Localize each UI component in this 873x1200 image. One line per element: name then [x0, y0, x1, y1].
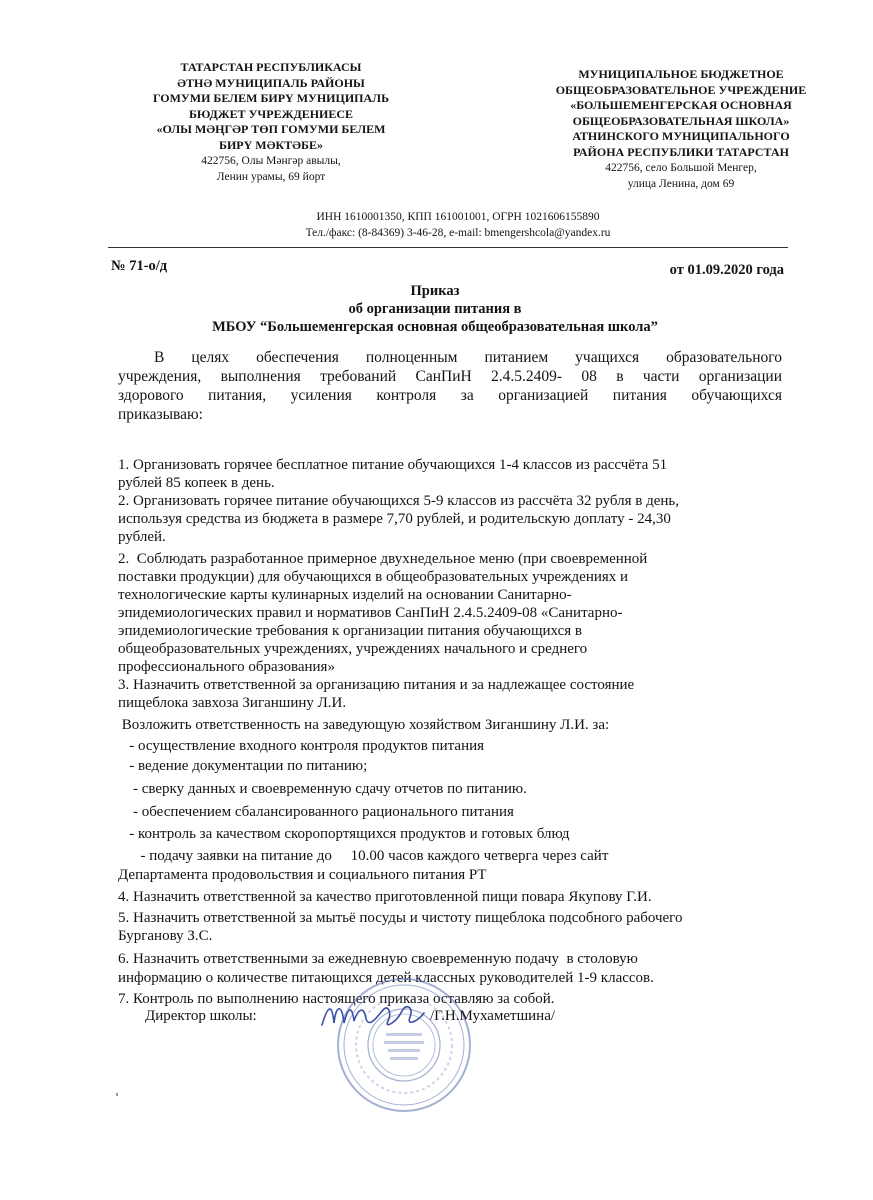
header-divider	[108, 247, 788, 248]
header-right-line: МУНИЦИПАЛЬНОЕ БЮДЖЕТНОЕ	[578, 67, 784, 81]
director-signature	[318, 995, 428, 1035]
body-line: эпидемиологические требования к организации питания обучающихся в	[118, 623, 582, 639]
body-line: эпидемиологических правил и нормативов СанПиН 2.4.5.2409-08 «Санитарно-	[118, 605, 623, 621]
body-line: - ведение документации по питанию;	[118, 758, 368, 774]
body-line: - сверку данных и своевременную сдачу отчетов по питанию.	[118, 781, 527, 797]
intro-line: приказываю:	[118, 406, 203, 423]
body-line: 2. Соблюдать разработанное примерное двухнедельное меню (при своевременной	[118, 551, 648, 567]
header-left-line: ГОМУМИ БЕЛЕМ БИРҮ МУНИЦИПАЛЬ	[152, 91, 390, 105]
requisites-line: ИНН 1610001350, КПП 161001001, ОГРН 1021606155890	[316, 211, 600, 223]
body-line: общеобразовательных учреждениях, учреждениях начального и среднего	[118, 641, 588, 657]
body-line: профессионального образования»	[118, 659, 335, 675]
header-right-address: 422756, село Большой Менгер,	[605, 162, 757, 174]
body-line: пищеблока завхоза Зиганшину Л.И.	[118, 695, 347, 711]
header-left-block	[110, 60, 432, 185]
body-line: 2. Организовать горячее питание обучающихся 5-9 классов из рассчёта 32 рубля в день,	[118, 493, 679, 509]
body-line: 7. Контроль по выполнению настоящего приказа оставляю за собой.	[118, 991, 555, 1007]
header-left-line: «ОЛЫ МӘҢГӘР ТӨП ГОМУМИ БЕЛЕМ	[156, 122, 386, 136]
body-line: 3. Назначить ответственной за организацию питания и за надлежащее состояние	[118, 677, 635, 693]
body-line: информацию о количестве питающихся детей классных руководителей 1-9 классов.	[118, 970, 654, 986]
body-line: используя средства из бюджета в размере 7,70 рублей, и родительскую доплату - 24,30	[118, 511, 671, 527]
header-right-line: РАЙОНА РЕСПУБЛИКИ ТАТАРСТАН	[573, 144, 789, 159]
document-subtitle: об организации питания в	[348, 301, 522, 317]
header-left-line: ТАТАРСТАН РЕСПУБЛИКАСЫ	[180, 60, 362, 74]
body-line: рублей.	[118, 529, 166, 545]
body-line: 1. Организовать горячее бесплатное питание обучающихся 1-4 классов из рассчёта 51	[118, 457, 668, 473]
intro-line: учреждения, выполнения требований СанПиН 2.4.5.2409- 08 в части организации	[118, 368, 782, 385]
header-left-line: ӘТНӘ МУНИЦИПАЛЬ РАЙОНЫ	[177, 75, 365, 90]
body-line: - подачу заявки на питание до 10.00 часов каждого четверга через сайт	[118, 848, 609, 864]
header-left-line: БЮДЖЕТ УЧРЕЖДЕНИЕСЕ	[188, 106, 354, 121]
body-line: Бурганову З.С.	[118, 928, 213, 944]
header-right-line: ОБЩЕОБРАЗОВАТЕЛЬНАЯ ШКОЛА»	[572, 113, 790, 128]
document-title: Приказ	[410, 283, 460, 299]
header-right-line: «БОЛЬШЕМЕНГЕРСКАЯ ОСНОВНАЯ	[570, 98, 792, 112]
header-left-line: БИРҮ МӘКТӘБЕ»	[219, 137, 323, 152]
body-line: - обеспечением сбалансированного рационального питания	[118, 804, 514, 820]
intro-line: В целях обеспечения полноценным питанием учащихся образовательного	[154, 349, 782, 366]
body-line: 5. Назначить ответственной за мытьё посуды и чистоту пищеблока подсобного рабочего	[118, 910, 683, 926]
body-line: 4. Назначить ответственной за качество приготовленной пищи повара Якупову Г.И.	[118, 889, 652, 905]
header-right-line: ОБЩЕОБРАЗОВАТЕЛЬНОЕ УЧРЕЖДЕНИЕ	[555, 82, 807, 97]
intro-paragraph	[118, 348, 782, 424]
signature-role: Директор школы:	[145, 1008, 257, 1024]
body-line: технологические карты кулинарных изделий на основании Санитарно-	[118, 587, 572, 603]
body-line: поставки продукции) для обучающихся в общеобразовательных учреждениях и	[118, 569, 629, 585]
body-line: - контроль за качеством скоропортящихся продуктов и готовых блюд	[118, 826, 570, 842]
header-left-address: Ленин урамы, 69 йорт	[216, 171, 326, 183]
body-line: 6. Назначить ответственными за ежедневную своевременную подачу в столовую	[118, 951, 638, 967]
body-line: Департамента продовольствия и социального питания РТ	[118, 867, 487, 883]
document-subtitle: МБОУ “Большеменгерская основная общеобразовательная школа”	[212, 319, 658, 335]
signature-name: /Г.Н.Мухаметшина/	[430, 1008, 556, 1024]
header-left-address: 422756, Олы Мәнгәр авылы,	[201, 155, 341, 167]
body-line: Возложить ответственность на заведующую хозяйством Зиганшину Л.И. за:	[118, 717, 610, 733]
order-date: от 01.09.2020 года	[669, 262, 784, 278]
order-number: № 71-о/д	[111, 258, 168, 274]
header-right-block	[528, 67, 834, 192]
contact-line: Тел./факс: (8-84369) 3-46-28, e-mail: bmengershcola@yandex.ru	[305, 227, 611, 239]
header-right-address: улица Ленина, дом 69	[627, 178, 735, 190]
header-right-line: АТНИНСКОГО МУНИЦИПАЛЬНОГО	[572, 129, 790, 143]
intro-line: здорового питания, усиления контроля за организацией питания обучающихся	[118, 387, 782, 404]
scan-speck	[116, 1093, 118, 1096]
body-line: - осуществление входного контроля продуктов питания	[118, 738, 485, 754]
body-line: рублей 85 копеек в день.	[118, 475, 275, 491]
